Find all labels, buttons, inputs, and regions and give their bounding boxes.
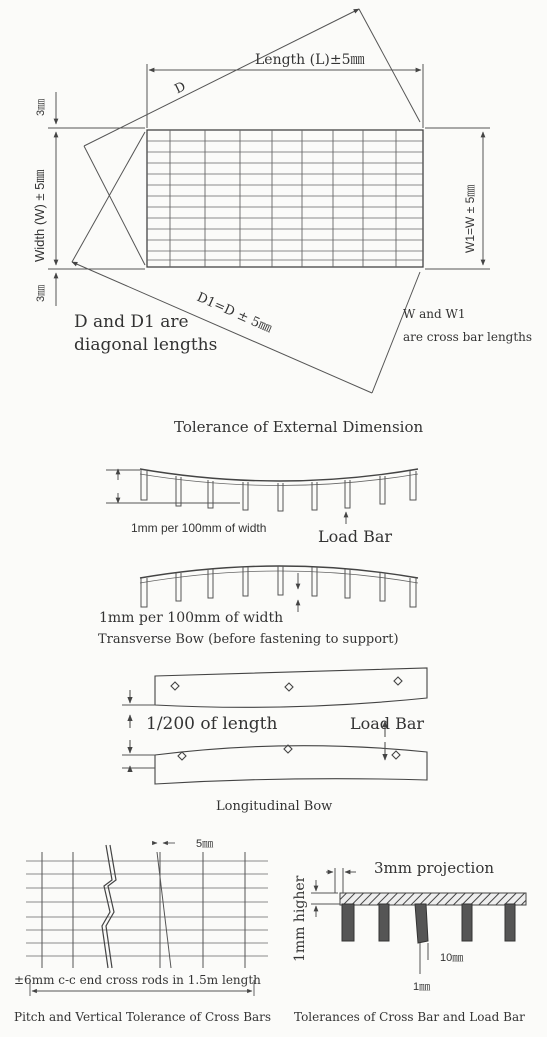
external-dimension-caption: Tolerance of External Dimension: [174, 418, 424, 436]
cross-bar-note-line1: W and W1: [403, 307, 466, 321]
transverse-bow-caption: Transverse Bow (before fastening to support): [98, 632, 399, 647]
longitudinal-lower-bar: [155, 746, 427, 784]
transverse-upper-note: 1mm per 100mm of width: [131, 521, 267, 535]
longitudinal-load-bar-label: Load Bar: [350, 714, 425, 733]
pitch-caption: Pitch and Vertical Tolerance of Cross Bars: [14, 1010, 272, 1024]
projection-label: 3mm projection: [374, 859, 495, 877]
pitch-five-mm-label: 5㎜: [196, 838, 214, 850]
width-label: Width (W) ± 5㎜: [32, 169, 47, 262]
load-bar-sections: [342, 904, 515, 943]
diagonal-note-line2: diagonal lengths: [74, 335, 218, 355]
break-symbol: [102, 845, 112, 968]
diagonal-d-line: [84, 9, 359, 146]
diagonal-note-line1: D and D1 are: [74, 312, 189, 332]
ten-mm-label: 10㎜: [440, 952, 464, 964]
transverse-upper-top-bar: [140, 469, 418, 481]
length-label: Length (L)±5㎜: [255, 52, 365, 68]
pitch-note: ±6mm c-c end cross rods in 1.5m length: [14, 973, 261, 987]
cross-bar-note-line2: are cross bar lengths: [403, 330, 533, 344]
transverse-lower-note: 1mm per 100mm of width: [99, 610, 284, 626]
cross-bars: [170, 130, 396, 267]
hatched-cross-bar: [340, 893, 526, 905]
grating-panel: [147, 130, 423, 267]
three-mm-top-label: 3㎜: [35, 98, 47, 116]
longitudinal-ratio-label: 1/200 of length: [146, 714, 278, 734]
cross-load-figure: [311, 868, 526, 974]
w1-label: W1=W ± 5㎜: [463, 184, 477, 253]
one-mm-label: 1㎜: [413, 981, 431, 993]
transverse-load-bar-label: Load Bar: [318, 527, 393, 546]
pitch-horizontal-bars: [26, 861, 268, 956]
d-label: D: [172, 79, 189, 98]
load-bars: [147, 141, 423, 260]
pitch-vertical-bars: [42, 852, 245, 968]
higher-label: 1mm higher: [292, 875, 308, 962]
transverse-lower-top-bar: [140, 566, 418, 578]
cross-load-caption: Tolerances of Cross Bar and Load Bar: [294, 1010, 525, 1024]
three-mm-bottom-label: 3㎜: [35, 284, 47, 302]
longitudinal-bow-caption: Longitudinal Bow: [216, 799, 333, 814]
d1-label: D1=D ± 5㎜: [194, 289, 274, 337]
longitudinal-upper-bar: [155, 668, 427, 707]
